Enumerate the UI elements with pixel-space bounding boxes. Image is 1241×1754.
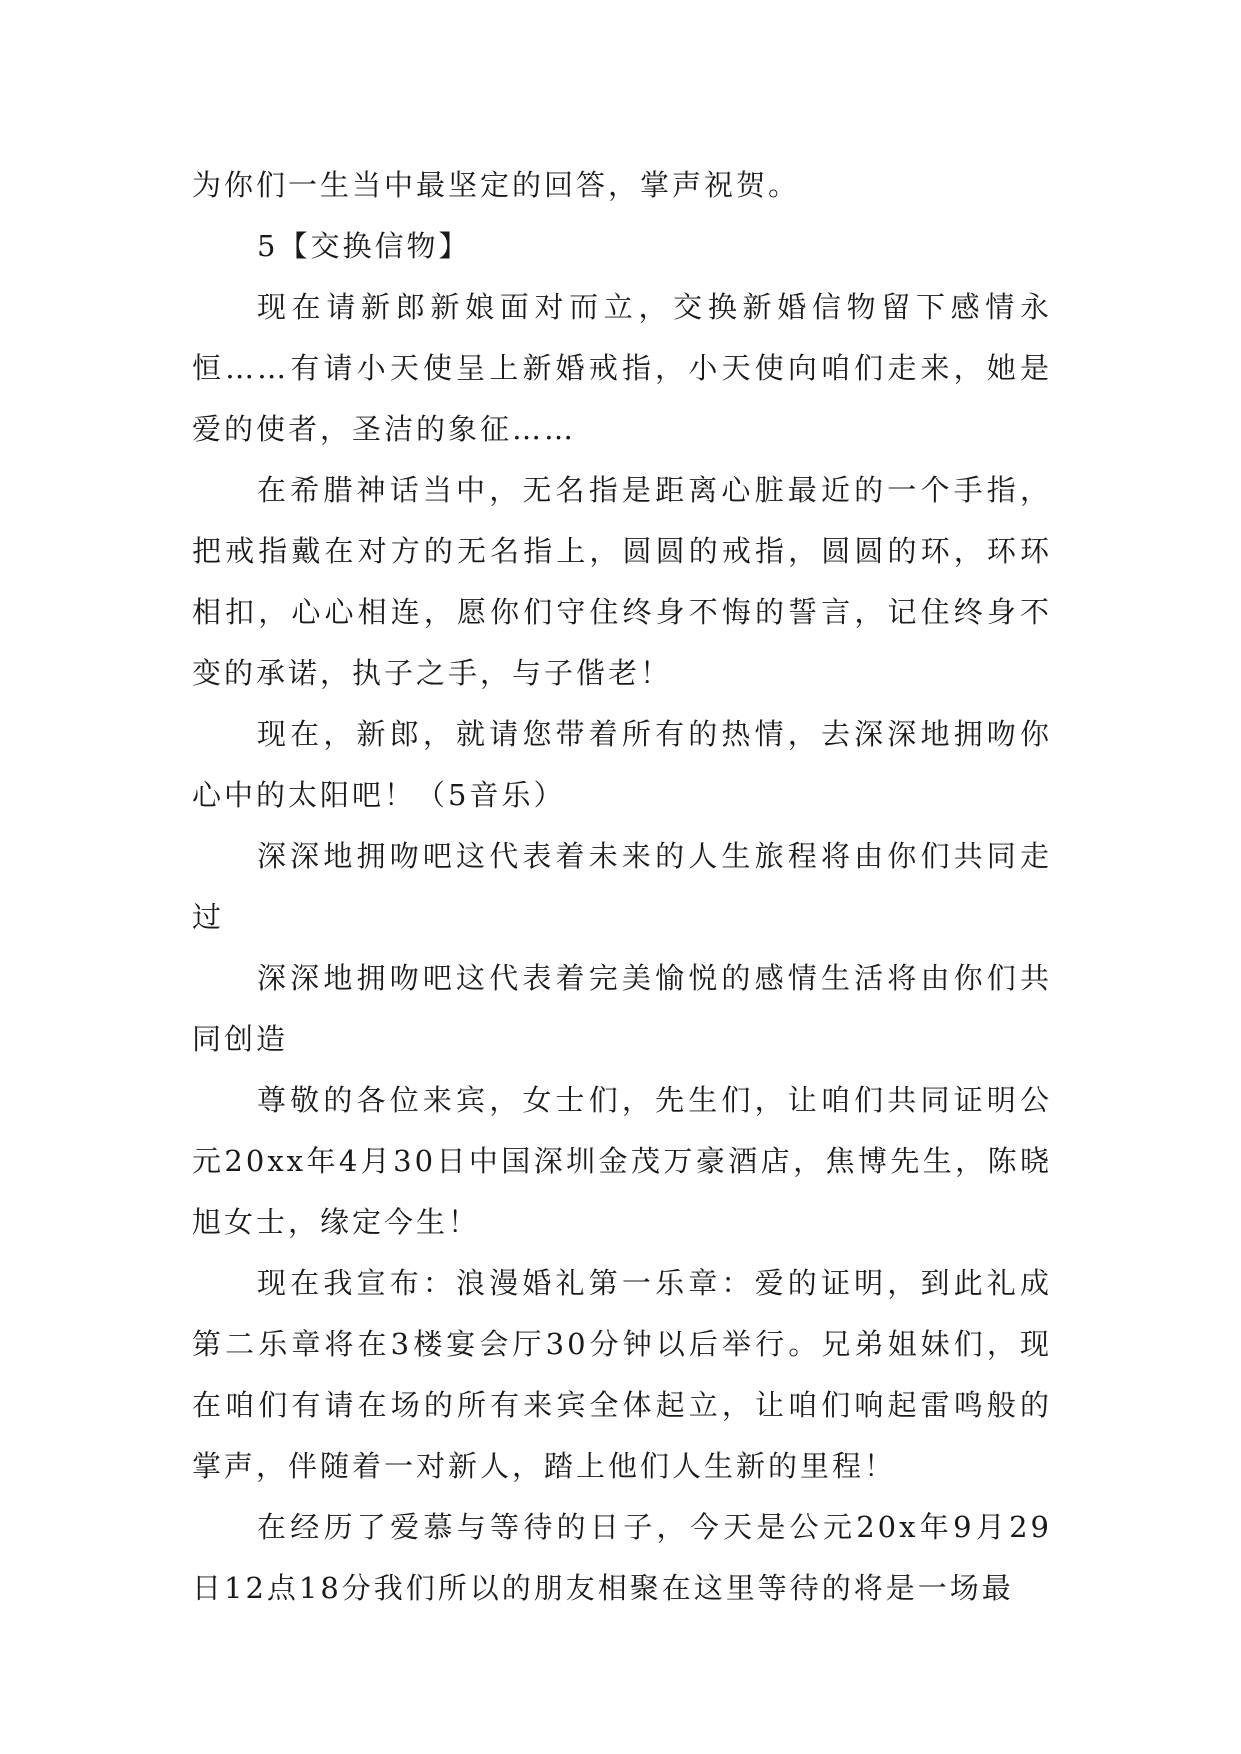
paragraph: 现在，新郎，就请您带着所有的热情，去深深地拥吻你心中的太阳吧！（5音乐） xyxy=(192,717,1052,812)
paragraph: 现在请新郎新娘面对而立，交换新婚信物留下感情永恒……有请小天使呈上新婚戒指，小天使向咱们走来，她是爱的使者，圣洁的象征…… xyxy=(192,290,1052,446)
paragraph: 在希腊神话当中，无名指是距离心脏最近的一个手指，把戒指戴在对方的无名指上，圆圆的戒指，圆圆的环，环环相扣，心心相连，愿你们守住终身不悔的誓言，记住终身不变的承诺，执子之手，与子偕老！ xyxy=(192,473,1052,690)
paragraph: 深深地拥吻吧这代表着未来的人生旅程将由你们共同走过 xyxy=(192,839,1052,934)
paragraph: 尊敬的各位来宾，女士们，先生们，让咱们共同证明公元20xx年4月30日中国深圳金茂万豪酒店，焦博先生，陈晓旭女士，缘定今生！ xyxy=(192,1083,1052,1239)
paragraph: 深深地拥吻吧这代表着完美愉悦的感情生活将由你们共同创造 xyxy=(192,961,1052,1056)
paragraph: 为你们一生当中最坚定的回答，掌声祝贺。 xyxy=(192,168,801,202)
document-body xyxy=(192,155,1052,1619)
paragraph: 现在我宣布：浪漫婚礼第一乐章：爱的证明，到此礼成第二乐章将在3楼宴会厅30分钟以后举行。兄弟姐妹们，现在咱们有请在场的所有来宾全体起立，让咱们响起雷鸣般的掌声，伴随着一对新人，踏上他们人生新的里程！ xyxy=(192,1266,1052,1483)
paragraph: 在经历了爱慕与等待的日子，今天是公元20x年9月29日12点18分我们所以的朋友相聚在这里等待的将是一场最 xyxy=(192,1510,1052,1605)
section-heading: 5【交换信物】 xyxy=(257,229,471,263)
